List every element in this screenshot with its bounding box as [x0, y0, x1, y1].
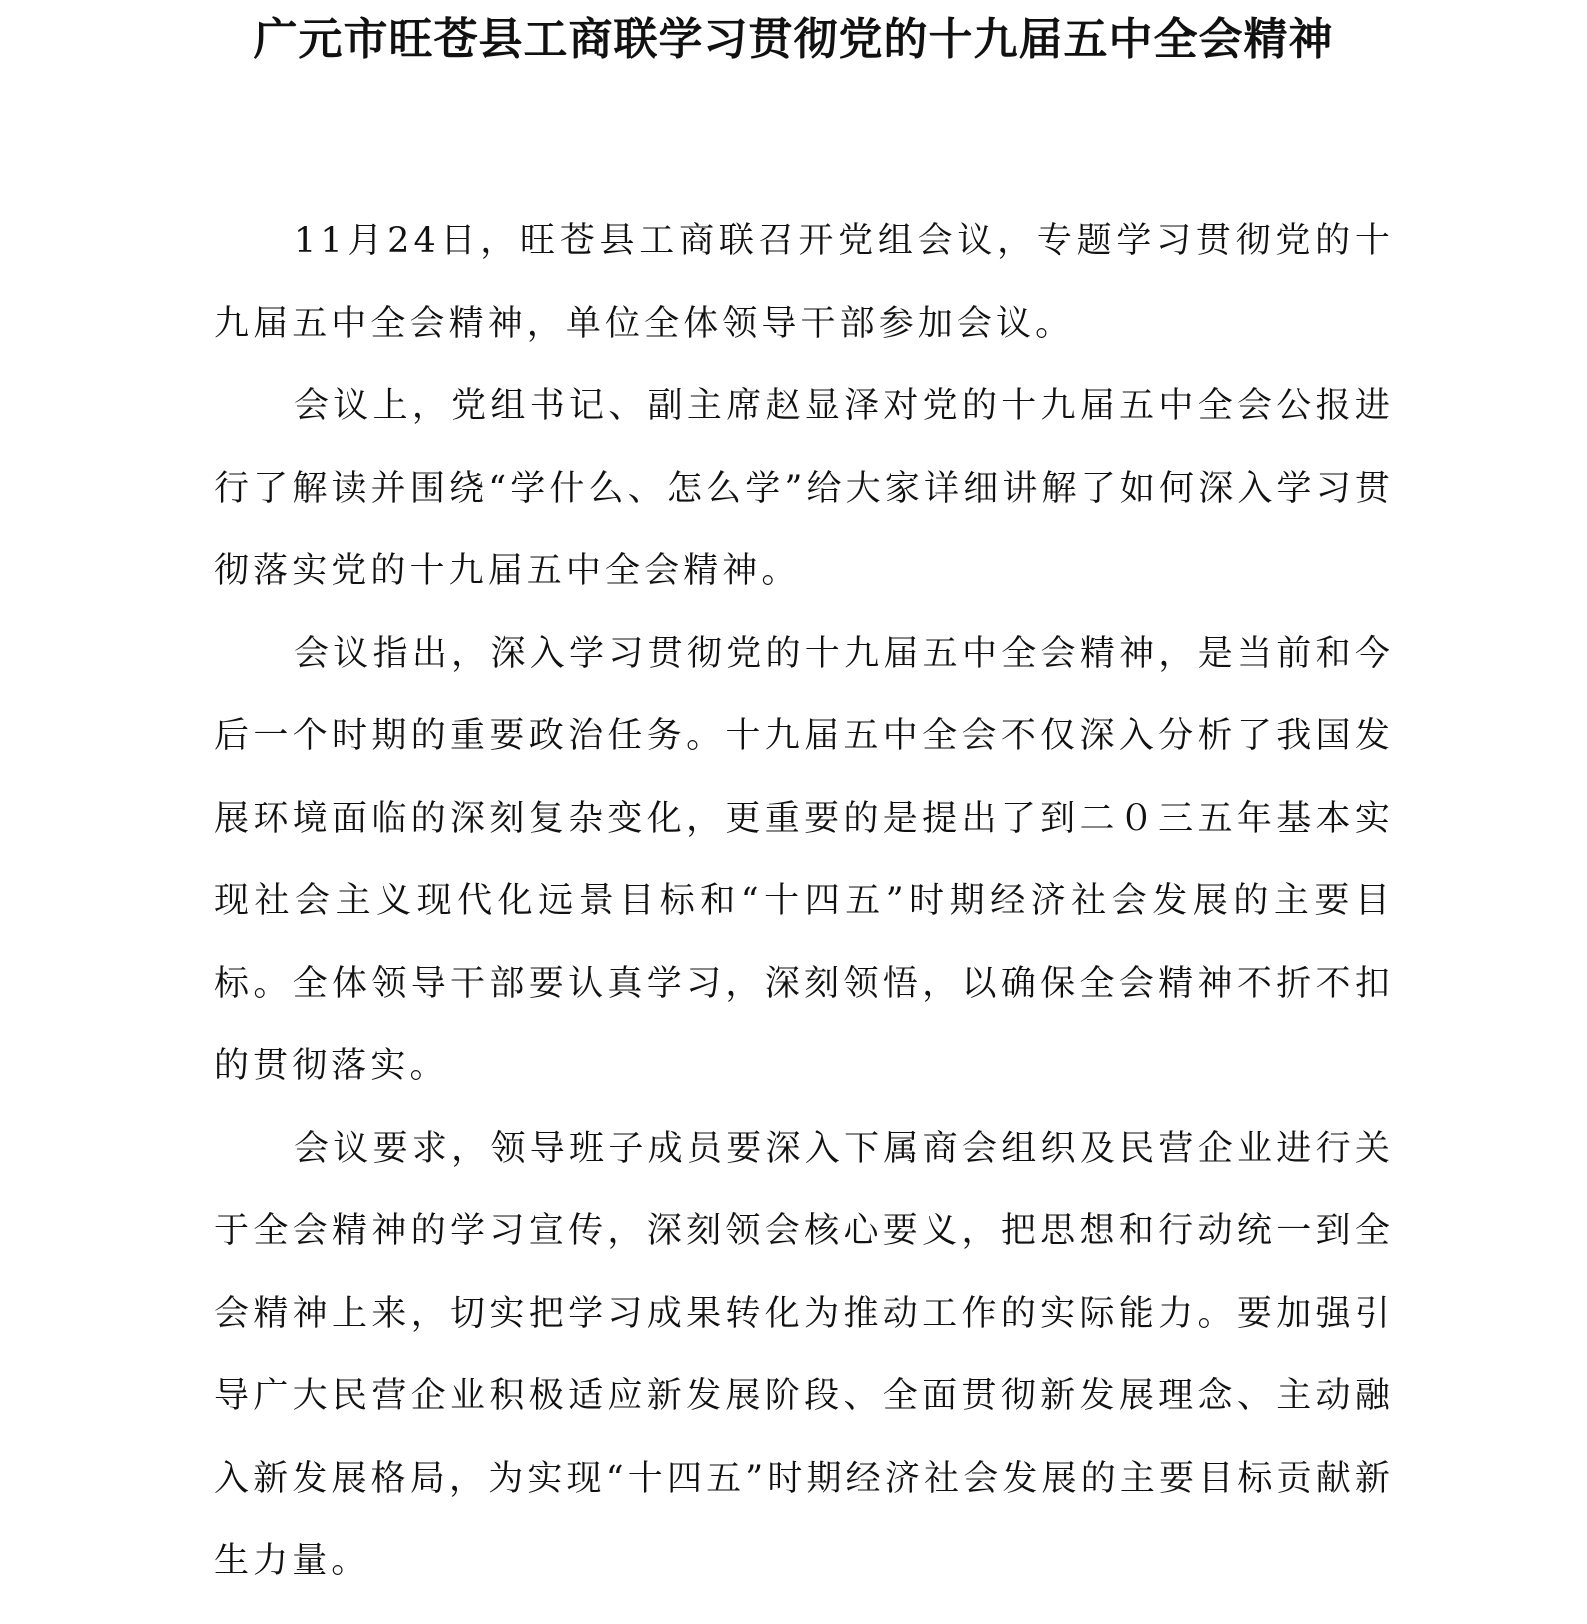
- paragraph-meeting-points: 会议指出，深入学习贯彻党的十九届五中全会精神，是当前和今后一个时期的重要政治任务。十九届五中全会不仅深入分析了我国发展环境面临的深刻复杂变化，更重要的是提出了到二０三五年基本实现社会主义现代化远景目标和“十四五”时期经济社会发展的主要目标。全体领导干部要认真学习，深刻领悟，以确保全会精神不折不扣的贯彻落实。: [214, 633, 1394, 1086]
- paragraph-meeting-intro: 11月24日，旺苍县工商联召开党组会议，专题学习贯彻党的十九届五中全会精神，单位全体领导干部参加会议。: [214, 221, 1394, 344]
- document-body: [214, 200, 1394, 1603]
- paragraph-meeting-requirements: 会议要求，领导班子成员要深入下属商会组织及民营企业进行关于全会精神的学习宣传，深刻领会核心要义，把思想和行动统一到全会精神上来，切实把学习成果转化为推动工作的实际能力。要加强引导广大民营企业积极适应新发展阶段、全面贯彻新发展理念、主动融入新发展格局，为实现“十四五”时期经济社会发展的主要目标贡献新生力量。: [214, 1128, 1394, 1581]
- document-title: 广元市旺苍县工商联学习贯彻党的十九届五中全会精神: [253, 14, 1334, 65]
- paragraph-communique-reading: 会议上，党组书记、副主席赵显泽对党的十九届五中全会公报进行了解读并围绕“学什么、怎么学”给大家详细讲解了如何深入学习贯彻落实党的十九届五中全会精神。: [214, 386, 1394, 591]
